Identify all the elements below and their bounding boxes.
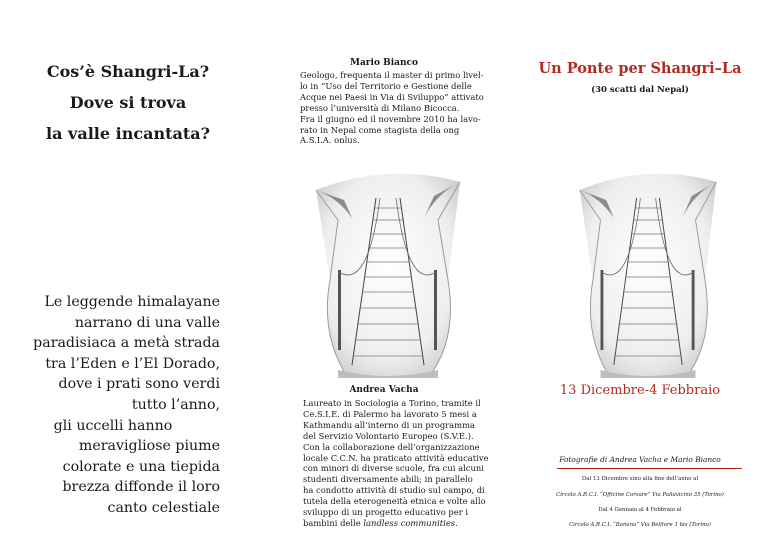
bio-andrea [303,398,503,529]
bio-line: ha condotto attività di studio sul campo, di [303,485,485,496]
bio-line: con minori di diverse scuole, fra cui alcuni [303,463,484,474]
bio-line: Fra il giugno ed il novembre 2010 ha lavo- [300,113,481,124]
legend-line: Le leggende himalayane [44,294,220,310]
bio-line: A.S.I.A. onlus. [300,135,360,146]
exhibition-subtitle: (30 scatti dal Nepal) [591,85,689,95]
bio-line: Con la collaborazione dell’organizzazione [303,441,480,452]
question-title-2: Dove si trova [69,93,187,112]
bio-line: Geologo, frequenta il master di primo livel- [300,70,484,80]
divider-rule [557,468,742,469]
bio-line: Acque nei Paesi in Via di Sviluppo” attivato [300,91,484,102]
bio-line: locale C.C.N. ha praticato attività educative [303,452,489,463]
bio-line: tutela della eterogeneità etnica e volte allo [303,496,486,507]
bio-name-andrea: Andrea Vacha [349,385,419,395]
bio-line: Kathmandu all’interno di un programma [303,419,476,430]
exhibition-dates: 13 Dicembre-4 Febbraio [559,383,721,398]
legend-line: brezza diffonde il loro [62,479,220,496]
legend-line: dove i prati sono verdi [58,376,220,393]
venue-line: Dal 13 Dicembre sino alla fine dell’anno al [581,476,699,482]
photo-credit: Fotografie di Andrea Vacha e Mario Bianco [559,455,721,464]
venue-line: Dal 4 Gennaio al 4 Febbraio al [598,507,682,513]
question-title-3: la valle incantata? [46,124,210,143]
legend-line: narrano di una valle [74,314,220,331]
bio-line-end: . [455,517,458,528]
bio-line: Laureato in Sociologia a Torino, tramite il [303,398,481,408]
bio-line: sviluppo di un progetto educativo per i [303,507,469,518]
legend-line: gli uccelli hanno [53,417,173,434]
left-panel [0,0,256,543]
rope-bridge-illustration [572,160,724,382]
venue-line: Circolo A.R.C.I. “Officine Corsare” Via Pallavicino 35 (Torino) [556,492,724,498]
bio-italic-text: landless communities [363,517,456,528]
right-panel [512,0,768,543]
rope-bridge-illustration [308,160,468,382]
middle-panel [256,0,512,543]
bio-line: del Servizio Volontario Europeo (S.V.E.). [303,430,474,441]
bio-line: presso l’università di Milano Bicocca. [300,102,460,113]
legend-line: tutto l’anno, [131,396,220,413]
bio-name-mario: Mario Bianco [350,58,418,68]
bio-line: studenti diversamente abili; in parallelo [303,474,473,485]
question-title-1: Cos’è Shangri-La? [46,62,210,81]
bio-line: Ce.S.I.E. di Palermo ha lavorato 5 mesi a [303,408,477,419]
bio-line-last [303,518,503,529]
bio-line: lo in “Uso del Territorio e Gestione delle [300,80,472,91]
legend-line: colorate e una tiepida [62,458,220,475]
bio-line: rato in Nepal come stagista della ong [300,124,460,135]
legend-line: tra l’Eden e l’El Dorado, [45,355,220,372]
bio-line-text: bambini delle [303,517,364,528]
bio-mario [300,70,510,146]
exhibition-title: Un Ponte per Shangri–La [538,60,742,77]
legend-line: paradisiaca a metà strada [33,335,220,352]
venue-line: Circolo A.R.C.I. “Banana” Via Belfiore 1 bis (Torino) [569,522,711,528]
legend-line: meravigliose piume [78,438,220,455]
legend-text [20,292,220,519]
legend-line: canto celestiale [107,499,220,516]
